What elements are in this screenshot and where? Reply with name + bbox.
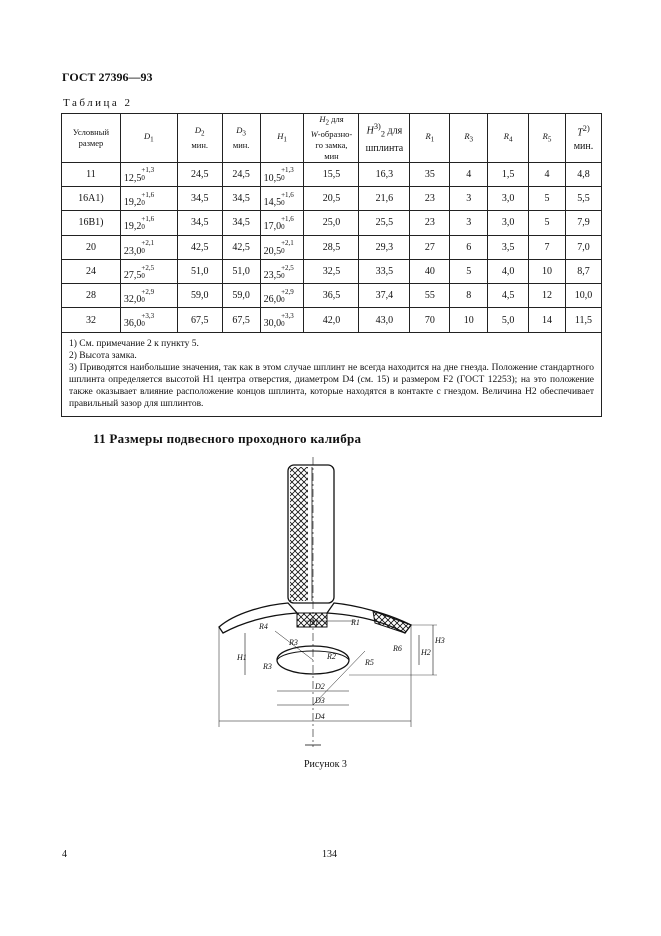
table-row (62, 186, 602, 210)
label-r4: R4 (259, 622, 268, 631)
cell-r5: 4 (529, 162, 566, 186)
cell-size: 32 (62, 308, 121, 332)
cell-size: 24 (62, 259, 121, 283)
page-number-center: 134 (322, 849, 337, 860)
cell-d1-lower: 0 (141, 222, 145, 231)
dimensions-table (61, 113, 602, 417)
cell-h1 (260, 284, 304, 308)
label-r1: R1 (351, 618, 360, 627)
cell-d1-base: 36,0 (123, 318, 142, 330)
cell-h1-upper: +2,5 (281, 263, 294, 272)
cell-h1-lower: 0 (281, 295, 285, 304)
cell-d1-lower: 0 (141, 247, 145, 256)
cell-h2-w: 36,5 (304, 284, 359, 308)
cell-h1 (260, 235, 304, 259)
cell-d1-lower: 0 (141, 271, 145, 280)
label-h1: H1 (237, 653, 247, 662)
cell-h1-tolerance (281, 239, 294, 255)
cell-h1 (260, 211, 304, 235)
cell-h1 (260, 186, 304, 210)
cell-d1-tolerance (141, 264, 154, 280)
cell-h1-tolerance (281, 288, 294, 304)
header-size: Условный размер (62, 114, 121, 163)
cell-r1: 55 (410, 284, 450, 308)
cell-r3: 6 (450, 235, 488, 259)
cell-d1-lower: 0 (141, 198, 145, 207)
cell-r5: 5 (529, 186, 566, 210)
cell-r4: 4,0 (488, 259, 529, 283)
cell-d3: 34,5 (222, 186, 260, 210)
table-row (62, 235, 602, 259)
cell-h1-tolerance (281, 312, 294, 328)
cell-d2: 24,5 (177, 162, 222, 186)
table-notes (62, 332, 602, 416)
cell-d1-lower: 0 (141, 174, 145, 183)
cell-d1-tolerance (141, 288, 154, 304)
cell-r4: 3,5 (488, 235, 529, 259)
cell-r5: 5 (529, 211, 566, 235)
cell-r1: 27 (410, 235, 450, 259)
cell-d2: 59,0 (177, 284, 222, 308)
cell-h1-lower: 0 (281, 174, 285, 183)
note-1: 1) См. примечание 2 к пункту 5. (69, 338, 199, 349)
cell-h1-base: 20,5 (263, 245, 282, 257)
cell-h2-w: 32,5 (304, 259, 359, 283)
cell-r3: 5 (450, 259, 488, 283)
cell-d2: 51,0 (177, 259, 222, 283)
cell-d1-base: 27,5 (123, 269, 142, 281)
cell-d1-base: 19,2 (123, 221, 142, 233)
header-t: $T^{2)}$ мин. (565, 114, 601, 163)
cell-h1-lower: 0 (281, 271, 285, 280)
cell-d1-lower: 0 (141, 295, 145, 304)
cell-t: 10,0 (565, 284, 601, 308)
cell-r1: 35 (410, 162, 450, 186)
cell-d1-base: 23,0 (123, 245, 142, 257)
cell-d1-base: 32,0 (123, 294, 142, 306)
cell-d1-upper: +2,5 (141, 263, 155, 272)
cell-h1-tolerance (281, 264, 294, 280)
cell-d3: 34,5 (222, 211, 260, 235)
cell-r5: 10 (529, 259, 566, 283)
cell-h2-w: 28,5 (304, 235, 359, 259)
cell-h1-lower: 0 (281, 222, 285, 231)
cell-r5: 12 (529, 284, 566, 308)
table-row (62, 211, 602, 235)
cell-r4: 3,0 (488, 186, 529, 210)
cell-r3: 3 (450, 186, 488, 210)
cell-h2-w: 25,0 (304, 211, 359, 235)
cell-r4: 5,0 (488, 308, 529, 332)
cell-h2-split: 25,5 (359, 211, 410, 235)
cell-d3: 59,0 (222, 284, 260, 308)
label-r6: R6 (393, 644, 402, 653)
gauge-drawing (205, 455, 445, 755)
page-number-left: 4 (62, 849, 67, 860)
cell-d1-base: 19,2 (123, 196, 142, 208)
cell-d3: 51,0 (222, 259, 260, 283)
cell-r5: 14 (529, 308, 566, 332)
cell-d1-upper: +3,3 (141, 312, 155, 321)
label-d4: D4 (315, 712, 325, 721)
header-d2: $D_2$ мин. (177, 114, 222, 163)
cell-d1-upper: +1,3 (141, 166, 155, 175)
header-d3: $D_3$ мин. (222, 114, 260, 163)
cell-r4: 1,5 (488, 162, 529, 186)
cell-d1-base: 12,5 (123, 172, 142, 184)
cell-h1-lower: 0 (281, 198, 285, 207)
cell-d1 (120, 259, 177, 283)
header-d1: $D_1$ (120, 114, 177, 163)
label-h3: H3 (435, 636, 445, 645)
cell-h1 (260, 259, 304, 283)
cell-h1-base: 17,0 (263, 221, 282, 233)
header-h2-w: $H_2$ для W-образно- го замка, мин (304, 114, 359, 163)
cell-t: 8,7 (565, 259, 601, 283)
label-d2: D2 (315, 682, 325, 691)
cell-d1-upper: +2,1 (141, 239, 155, 248)
cell-h1-upper: +2,9 (281, 287, 294, 296)
cell-size: 20 (62, 235, 121, 259)
cell-h1-base: 23,5 (263, 269, 282, 281)
cell-d1 (120, 211, 177, 235)
cell-t: 4,8 (565, 162, 601, 186)
table-row (62, 259, 602, 283)
header-r5: $R_5$ (529, 114, 566, 163)
note-3: 3) Приводятся наибольшие значения, так как в этом случае шплинт не всегда находится на дне гнезда. Положение стандартного шплинта определяется высотой H1 центра отверстия, диаметром D4 (см. 15) и размером F2 (ГОСТ 12253); на это положение также оказывает влияние расположение концов шплинта, которые находятся в контакте с гнездом. Величина H2 обеспечивает правильный зазор для шплинтов. (69, 362, 594, 409)
cell-h1-lower: 0 (281, 320, 285, 329)
cell-h2-w: 15,5 (304, 162, 359, 186)
section-title: 11 Размеры подвесного проходного калибра (93, 431, 362, 446)
cell-r4: 3,0 (488, 211, 529, 235)
table-header-row (62, 114, 602, 163)
cell-size: 16B1) (62, 211, 121, 235)
table-row (62, 308, 602, 332)
label-d1: D1 (309, 618, 319, 627)
cell-d1 (120, 186, 177, 210)
figure-caption: Рисунок 3 (304, 759, 347, 770)
label-r2: R2 (327, 652, 336, 661)
cell-d1 (120, 162, 177, 186)
label-r3: R3 (289, 638, 298, 647)
cell-h1-upper: +2,1 (281, 239, 294, 248)
cell-d1-tolerance (141, 215, 154, 231)
cell-h1-base: 10,5 (263, 172, 282, 184)
cell-h2-w: 42,0 (304, 308, 359, 332)
document-header: ГОСТ 27396—93 (62, 70, 153, 84)
cell-r1: 40 (410, 259, 450, 283)
cell-r4: 4,5 (488, 284, 529, 308)
table-caption: Таблица 2 (63, 97, 133, 109)
cell-t: 11,5 (565, 308, 601, 332)
cell-r1: 23 (410, 186, 450, 210)
header-h1: $H_1$ (260, 114, 304, 163)
cell-d1 (120, 284, 177, 308)
cell-d1-tolerance (141, 191, 154, 207)
cell-d1-upper: +1,6 (141, 190, 155, 199)
header-r4: $R_4$ (488, 114, 529, 163)
header-r3: $R_3$ (450, 114, 488, 163)
cell-r1: 70 (410, 308, 450, 332)
cell-r1: 23 (410, 211, 450, 235)
label-r3b: R3 (263, 662, 272, 671)
cell-d1-tolerance (141, 312, 154, 328)
left-arm (219, 603, 297, 633)
cell-r3: 10 (450, 308, 488, 332)
cell-d2: 42,5 (177, 235, 222, 259)
cell-h2-split: 33,5 (359, 259, 410, 283)
cell-h1-lower: 0 (281, 247, 285, 256)
cell-h1 (260, 308, 304, 332)
cell-d1-upper: +2,9 (141, 287, 155, 296)
cell-h2-w: 20,5 (304, 186, 359, 210)
cell-d1-tolerance (141, 239, 154, 255)
cell-d3: 42,5 (222, 235, 260, 259)
cell-r3: 3 (450, 211, 488, 235)
cell-h1-base: 14,5 (263, 196, 282, 208)
cell-h1-tolerance (281, 215, 294, 231)
cell-h1-upper: +1,3 (281, 166, 294, 175)
table-row (62, 284, 602, 308)
cell-d2: 34,5 (177, 186, 222, 210)
cell-r3: 4 (450, 162, 488, 186)
cell-h1-upper: +1,6 (281, 190, 294, 199)
cell-d1 (120, 235, 177, 259)
cell-h1-base: 26,0 (263, 294, 282, 306)
cell-h2-split: 43,0 (359, 308, 410, 332)
cell-h1-tolerance (281, 191, 294, 207)
header-h2-split: $H^{3)}_2$ для шплинта (359, 114, 410, 163)
cell-h1-base: 30,0 (263, 318, 282, 330)
cell-r5: 7 (529, 235, 566, 259)
header-r1: $R_1$ (410, 114, 450, 163)
cell-t: 5,5 (565, 186, 601, 210)
cell-h1-upper: +3,3 (281, 312, 294, 321)
cell-h2-split: 21,6 (359, 186, 410, 210)
cell-d3: 24,5 (222, 162, 260, 186)
cell-d1-upper: +1,6 (141, 214, 155, 223)
cell-d2: 67,5 (177, 308, 222, 332)
cell-h1 (260, 162, 304, 186)
table-row (62, 162, 602, 186)
cell-d1 (120, 308, 177, 332)
cell-h1-upper: +1,6 (281, 214, 294, 223)
cell-d1-lower: 0 (141, 320, 145, 329)
label-r5: R5 (365, 658, 374, 667)
cell-h2-split: 37,4 (359, 284, 410, 308)
cell-h1-tolerance (281, 166, 294, 182)
cell-t: 7,9 (565, 211, 601, 235)
label-d3: D3 (315, 696, 325, 705)
note-2: 2) Высота замка. (69, 350, 137, 361)
cell-h2-split: 16,3 (359, 162, 410, 186)
label-h2: H2 (421, 648, 431, 657)
cell-d2: 34,5 (177, 211, 222, 235)
cell-r3: 8 (450, 284, 488, 308)
knurled-grip (290, 467, 308, 601)
cell-d1-tolerance (141, 166, 154, 182)
cell-size: 11 (62, 162, 121, 186)
cell-d3: 67,5 (222, 308, 260, 332)
cell-t: 7,0 (565, 235, 601, 259)
cell-size: 28 (62, 284, 121, 308)
cell-h2-split: 29,3 (359, 235, 410, 259)
cell-size: 16A1) (62, 186, 121, 210)
